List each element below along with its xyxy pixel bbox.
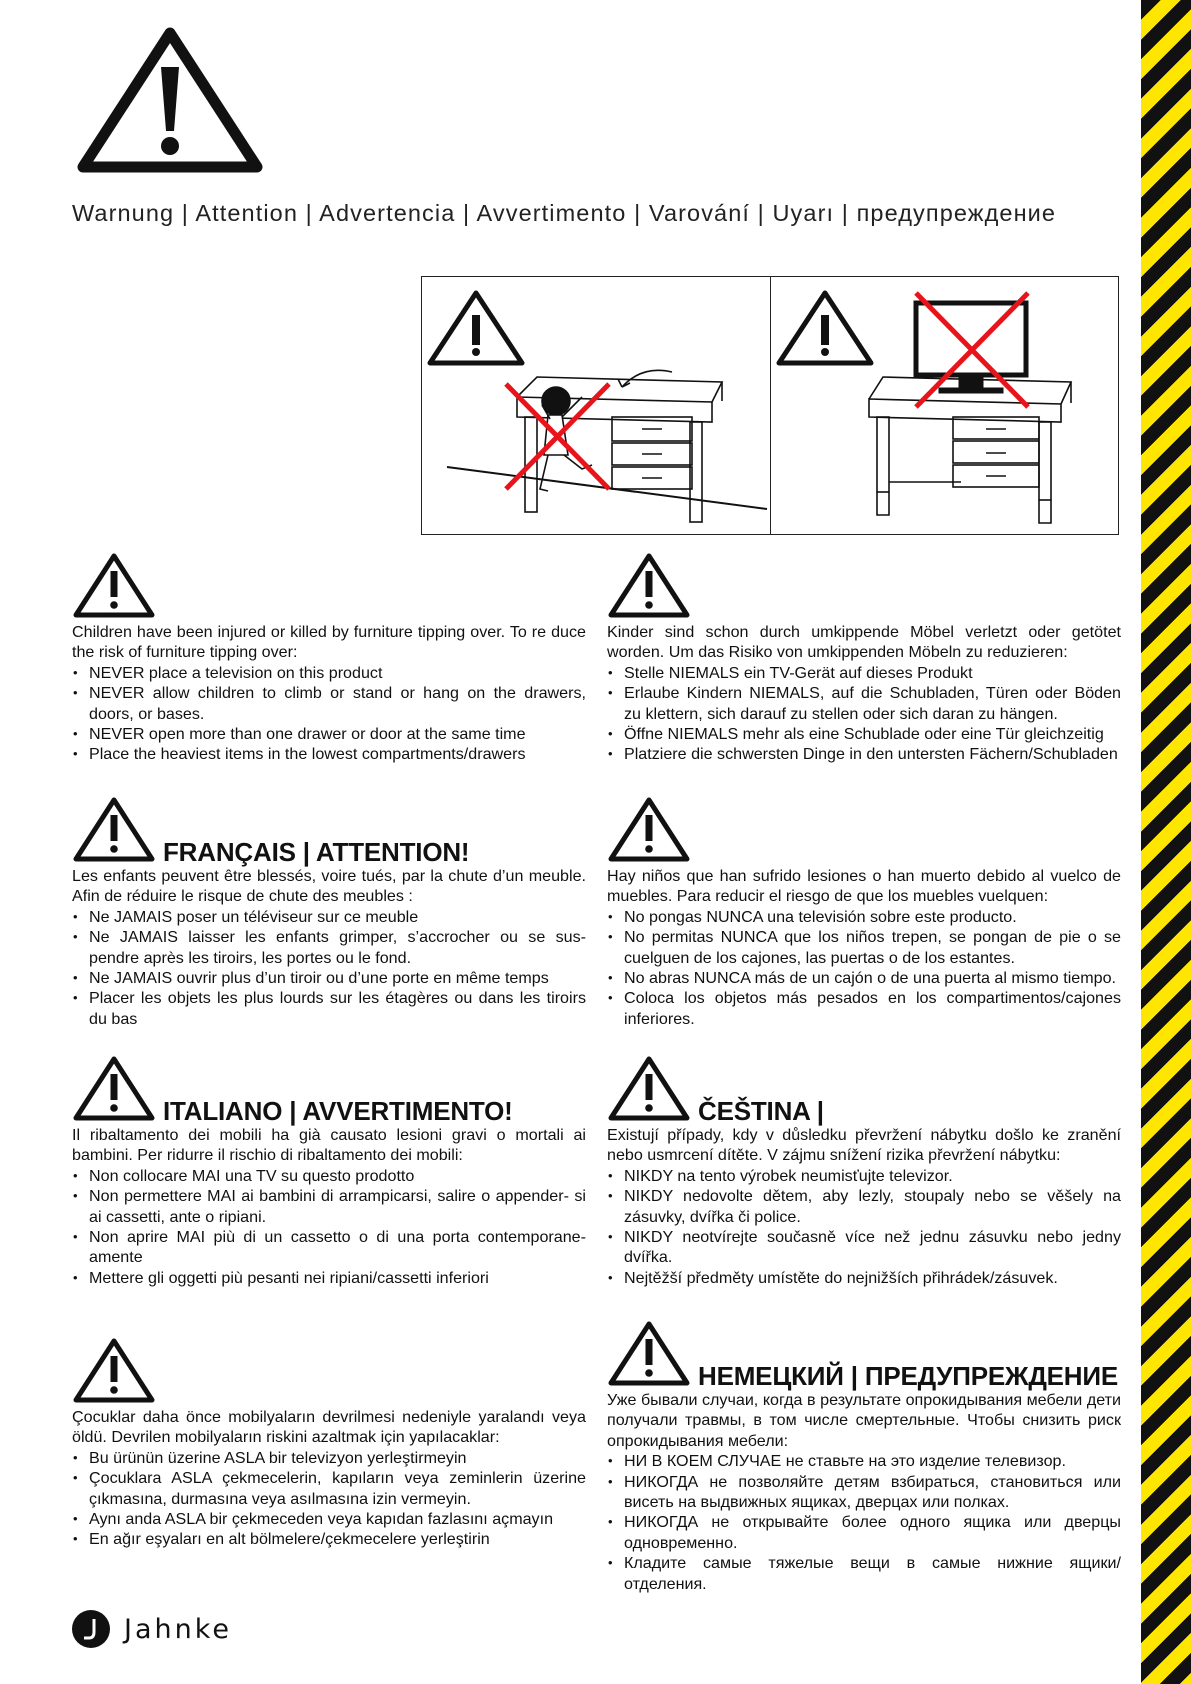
section-russian bbox=[607, 1320, 1121, 1594]
rule-item: • НИ В КОЕМ СЛУЧАЕ не ставьте на это изделие телевизор. bbox=[607, 1451, 1121, 1471]
rule-item: • НИКОГДА не позволяйте детям взбираться, становиться или висеть на выдвижных ящиках, дверцах или полках. bbox=[607, 1472, 1121, 1513]
rules-list bbox=[607, 1166, 1121, 1288]
rules-list bbox=[72, 1166, 586, 1288]
rule-item: • НИКОГДА не открывайте более одного ящика или дверцы одновременно. bbox=[607, 1512, 1121, 1553]
warning-triangle-icon bbox=[72, 1337, 156, 1403]
warning-triangle-icon bbox=[607, 1055, 691, 1121]
rule-item: • Çocuklara ASLA çekmecelerin, kapıların veya zeminlerin üzerine çıkmasına, durmasına veya asılmasına izin vermeyin. bbox=[72, 1468, 586, 1509]
section-title: FRANÇAIS | ATTENTION! bbox=[163, 837, 470, 867]
illustration-climbing-child bbox=[422, 277, 770, 534]
section-intro: Les enfants peuvent être blessés, voire tués, par la chute d’un meuble. Afin de réduire le risque de chute des meubles : bbox=[72, 867, 586, 906]
rule-item: • Bu ürünün üzerine ASLA bir televizyon yerleştirmeyin bbox=[72, 1448, 586, 1468]
rules-list bbox=[72, 1448, 586, 1550]
rule-item: • NEVER open more than one drawer or door at the same time bbox=[72, 724, 586, 744]
warning-triangle-icon bbox=[72, 1055, 156, 1121]
section-turkish bbox=[72, 1337, 586, 1550]
rules-list bbox=[607, 663, 1121, 765]
rule-item: • Mettere gli oggetti più pesanti nei ripiani/cassetti inferiori bbox=[72, 1268, 586, 1288]
rule-item: • En ağır eşyaları en alt bölmelere/çekmecelere yerleştirin bbox=[72, 1529, 586, 1549]
hazard-stripe bbox=[1141, 0, 1191, 1684]
rules-list bbox=[607, 907, 1121, 1029]
section-spanish bbox=[607, 796, 1121, 1029]
rule-item: • Non aprire MAI più di un cassetto o di una porta contemporane- amente bbox=[72, 1227, 586, 1268]
rule-item: • Кладите самые тяжелые вещи в самые нижние ящики/ отделения. bbox=[607, 1553, 1121, 1594]
section-intro: Kinder sind schon durch umkippende Möbel verletzt oder getötet worden. Um das Risiko von umkippenden Möbeln zu reduzieren: bbox=[607, 623, 1121, 662]
section-intro: Hay niños que han sufrido lesiones o han muerto debido al vuelco de muebles. Para reducir el riesgo de que los muebles vuelquen: bbox=[607, 867, 1121, 906]
rule-item: • Placer les objets les plus lourds sur les étagères ou dans les tiroirs du bas bbox=[72, 988, 586, 1029]
rule-item: • Coloca los objetos más pesados en los compartimentos/cajones inferiores. bbox=[607, 988, 1121, 1029]
logo-letter-mark bbox=[81, 1617, 101, 1641]
section-title: ČEŠTINA | bbox=[698, 1096, 824, 1126]
brand-name: Jahnke bbox=[124, 1613, 233, 1645]
section-french bbox=[72, 796, 586, 1029]
warning-triangle-icon bbox=[779, 293, 871, 363]
section-title: ITALIANO | AVVERTIMENTO! bbox=[163, 1096, 513, 1126]
rule-item: • NIKDY nedovolte dětem, aby lezly, stoupaly nebo se věšely na zásuvky, dvířka či police. bbox=[607, 1186, 1121, 1227]
dresser-drawing bbox=[869, 377, 1071, 523]
rule-item: • Aynı anda ASLA bir çekmeceden veya kapıdan fazlasını açmayın bbox=[72, 1509, 586, 1529]
rule-item: • NEVER allow children to climb or stand or hang on the drawers, doors, or bases. bbox=[72, 683, 586, 724]
warning-triangle-icon bbox=[607, 796, 691, 862]
child-drawing bbox=[540, 387, 592, 491]
rules-list bbox=[72, 663, 586, 765]
section-title: НЕМЕЦКИЙ | ПРЕДУПРЕЖДЕНИЕ bbox=[698, 1361, 1119, 1391]
rule-item: • Platziere die schwersten Dinge in den untersten Fächern/Schubladen bbox=[607, 744, 1121, 764]
rules-list bbox=[72, 907, 586, 1029]
warning-triangle-icon bbox=[75, 25, 265, 175]
rule-item: • No abras NUNCA más de un cajón o de una puerta al mismo tiempo. bbox=[607, 968, 1121, 988]
logo-icon bbox=[72, 1610, 110, 1648]
rule-item: • Place the heaviest items in the lowest compartments/drawers bbox=[72, 744, 586, 764]
rule-item: • Nejtěžší předměty umístěte do nejnižších přihrádek/zásuvek. bbox=[607, 1268, 1121, 1288]
section-english bbox=[72, 552, 586, 765]
warning-triangle-icon bbox=[430, 293, 522, 363]
section-german bbox=[607, 552, 1121, 765]
section-italian bbox=[72, 1055, 586, 1288]
section-intro: Çocuklar daha önce mobilyaların devrilmesi nedeniyle yaralandı veya öldü. Devrilen mobilyaların riskini azaltmak için yapılacaklar: bbox=[72, 1408, 586, 1447]
rule-item: • Erlaube Kindern NIEMALS, auf die Schubladen, Türen oder Böden zu klettern, sich darauf zu stellen oder sich daran zu hängen. bbox=[607, 683, 1121, 724]
rule-item: • NEVER place a television on this product bbox=[72, 663, 586, 683]
rule-item: • Ne JAMAIS poser un téléviseur sur ce meuble bbox=[72, 907, 586, 927]
illustration-box bbox=[421, 276, 1119, 535]
rule-item: • Non permettere MAI ai bambini di arrampicarsi, salire o appender- si ai cassetti, ante o ripiani. bbox=[72, 1186, 586, 1227]
rules-list bbox=[607, 1451, 1121, 1594]
section-intro: Children have been injured or killed by furniture tipping over. To re duce the risk of furniture tipping over: bbox=[72, 623, 586, 662]
rule-item: • No permitas NUNCA que los niños trepen, se pongan de pie o se cuelguen de los cajones, las puertas o de los estantes. bbox=[607, 927, 1121, 968]
rule-item: • NIKDY neotvírejte současně více než jednu zásuvku nebo jedny dvířka. bbox=[607, 1227, 1121, 1268]
rule-item: • NIKDY na tento výrobek neumisťujte televizor. bbox=[607, 1166, 1121, 1186]
rule-item: • No pongas NUNCA una televisión sobre este producto. bbox=[607, 907, 1121, 927]
languages-line: Warnung | Attention | Advertencia | Avvertimento | Varování | Uyarı | предупреждение bbox=[72, 200, 1057, 226]
section-intro: Уже бывали случаи, когда в результате опрокидывания мебели дети получали травмы, в том числе смертельные. Чтобы снизить риск опрокидывания мебели: bbox=[607, 1391, 1121, 1450]
brand-logo bbox=[72, 1610, 232, 1648]
section-intro: Existují případy, kdy v důsledku převržení nábytku došlo ke zranění nebo usmrcení dítěte. V zájmu snížení rizika převržení nábytku: bbox=[607, 1126, 1121, 1165]
section-intro: Il ribaltamento dei mobili ha già causato lesioni gravi o mortali ai bambini. Per ridurre il rischio di ribaltamento dei mobili: bbox=[72, 1126, 586, 1165]
warning-triangle-icon bbox=[607, 1320, 691, 1386]
rule-item: • Ne JAMAIS ouvrir plus d’un tiroir ou d’une porte en même temps bbox=[72, 968, 586, 988]
rule-item: • Stelle NIEMALS ein TV-Gerät auf dieses Produkt bbox=[607, 663, 1121, 683]
rule-item: • Non collocare MAI una TV su questo prodotto bbox=[72, 1166, 586, 1186]
warning-triangle-icon bbox=[607, 552, 691, 618]
section-czech bbox=[607, 1055, 1121, 1288]
rule-item: • Öffne NIEMALS mehr als eine Schublade oder eine Tür gleichzeitig bbox=[607, 724, 1121, 744]
warning-triangle-icon bbox=[72, 552, 156, 618]
warning-triangle-icon bbox=[72, 796, 156, 862]
rule-item: • Ne JAMAIS laisser les enfants grimper, s’accrocher ou se sus- pendre après les tiroirs, les portes ou le fond. bbox=[72, 927, 586, 968]
illustration-tv-on-furniture bbox=[770, 277, 1119, 534]
